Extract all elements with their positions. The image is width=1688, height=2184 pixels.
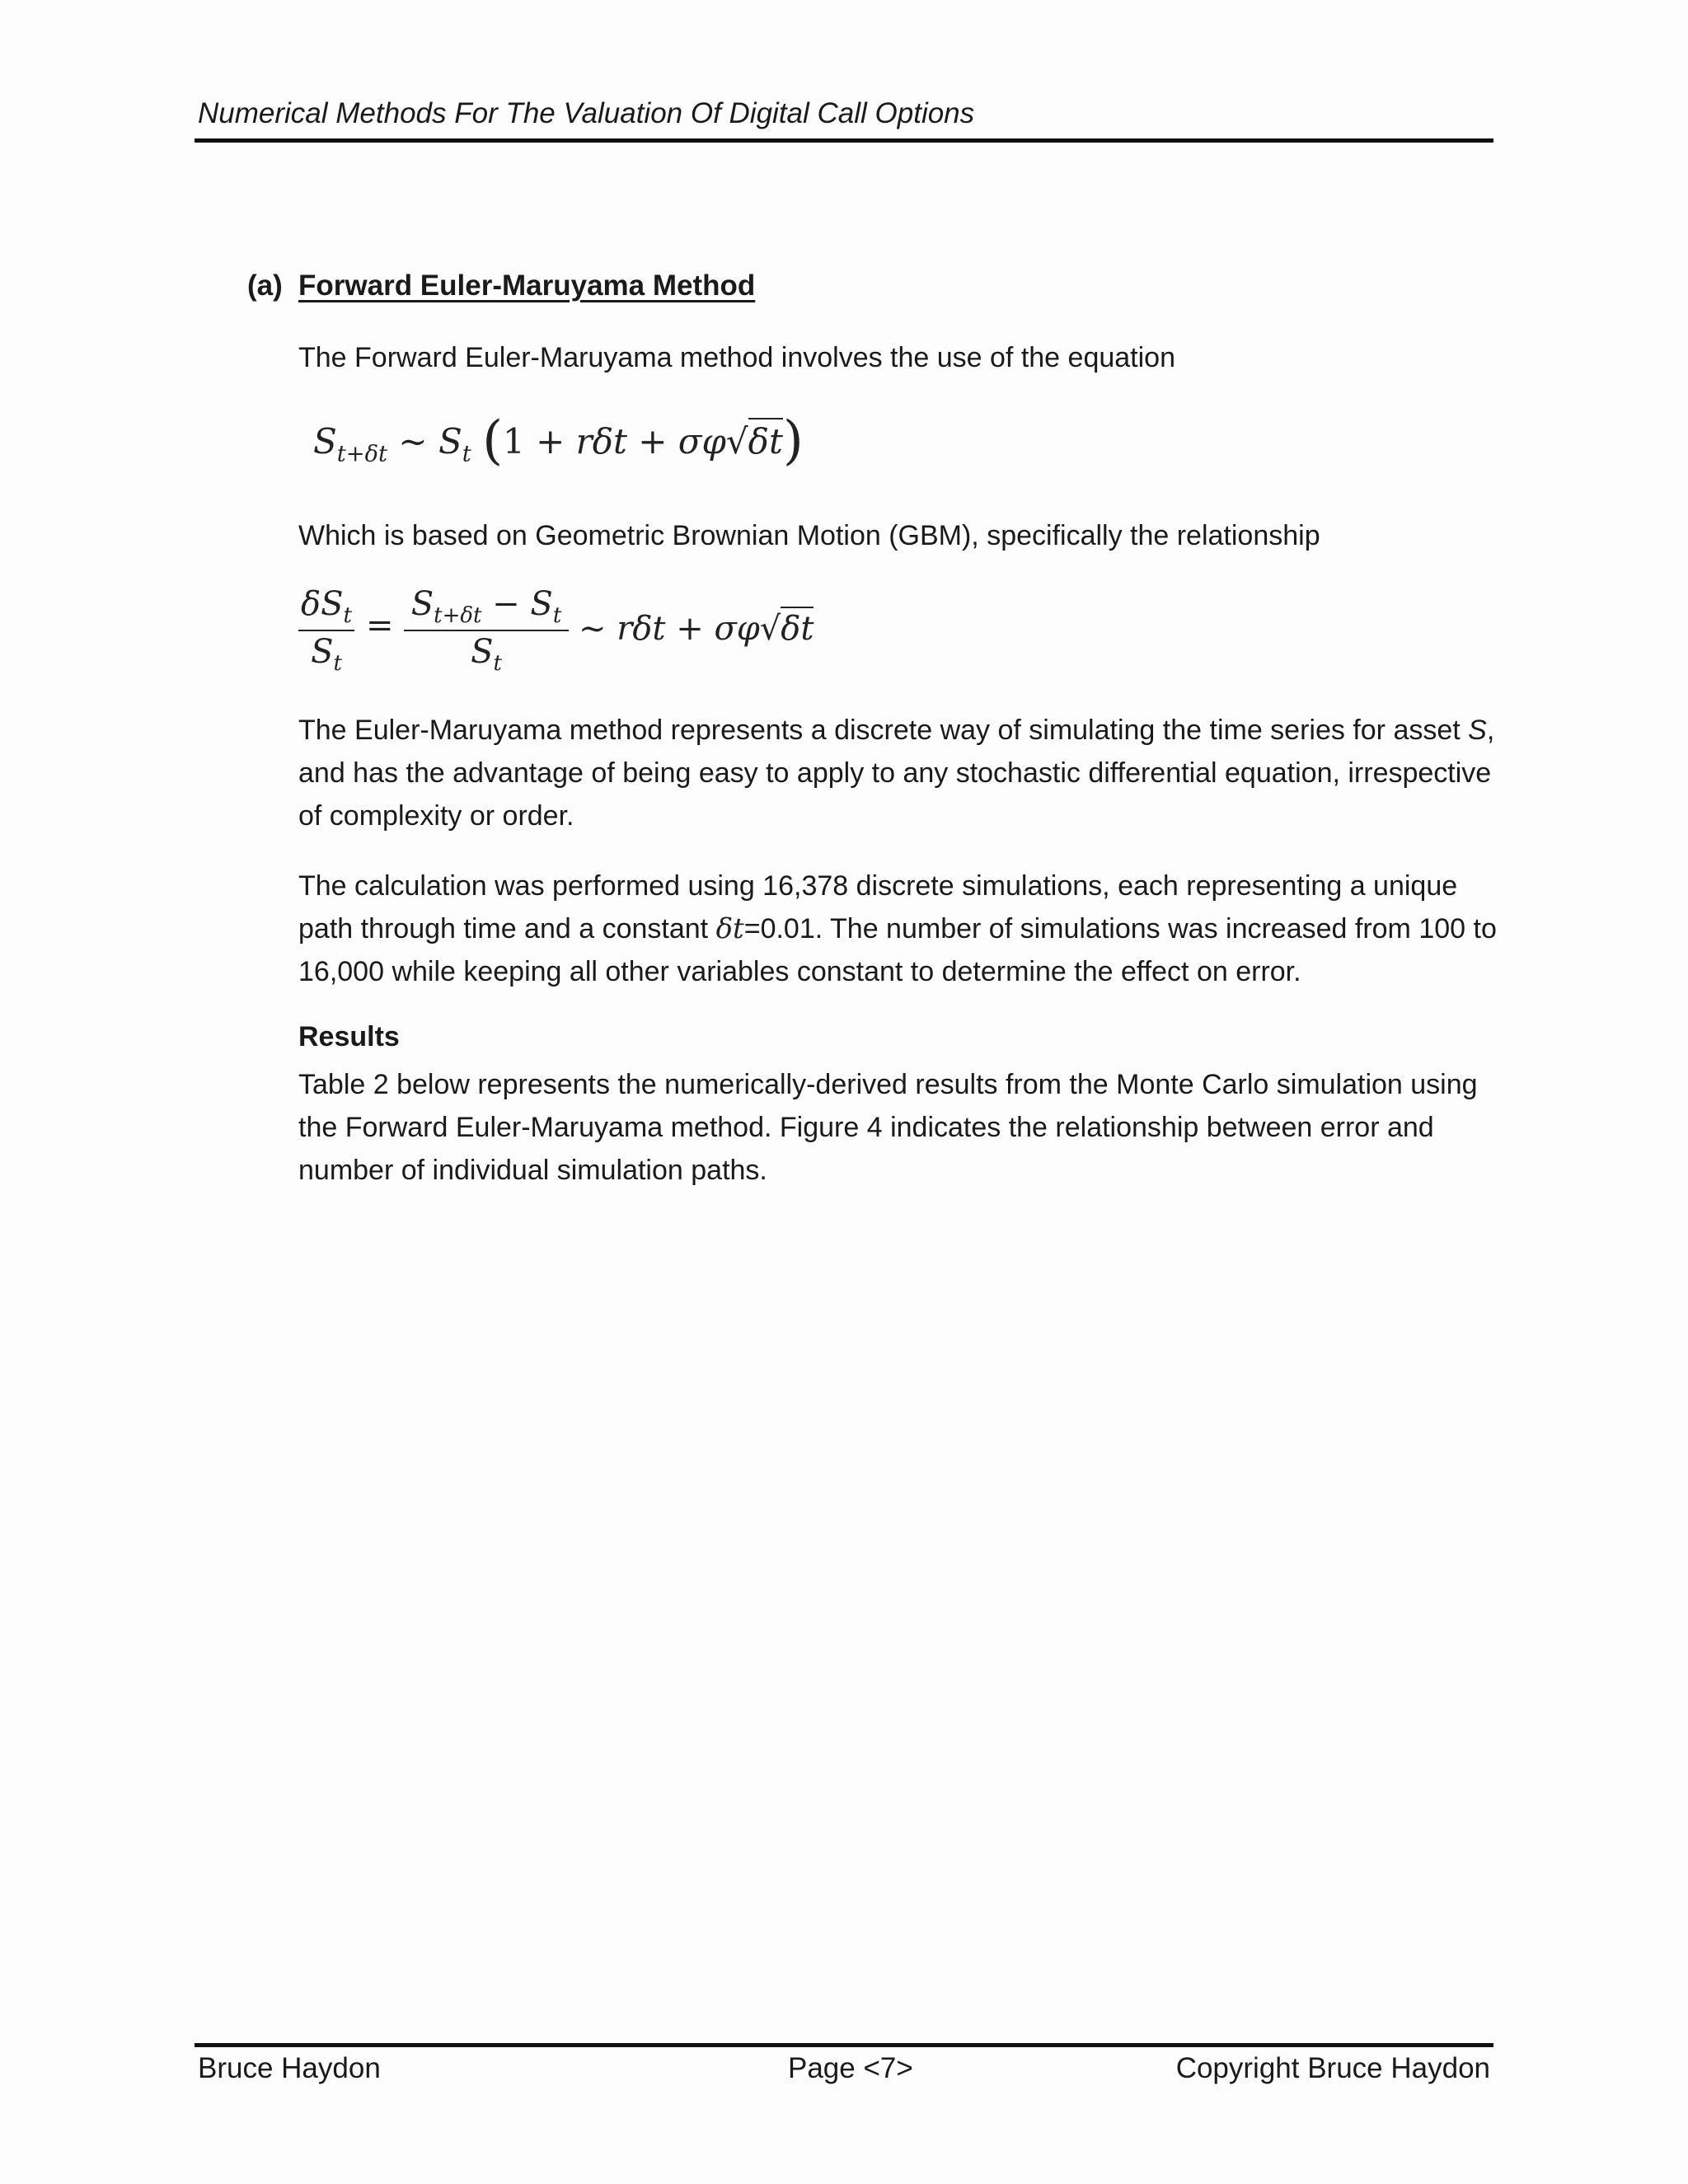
eq1-rparen: ): [782, 410, 804, 471]
header-rule: [195, 138, 1493, 143]
equation-euler-step: [313, 410, 804, 471]
eq2-den1-sub: t: [333, 651, 342, 676]
section-heading: [247, 269, 755, 302]
eq1-lparen: (: [482, 410, 504, 471]
eq2-rhs-text: ∼ rδt + σφ√: [579, 610, 781, 648]
footer-copyright: Copyright Bruce Haydon: [1175, 2052, 1490, 2084]
section-title: Forward Euler-Maruyama Method: [298, 269, 756, 302]
eq2-num2-a: S: [410, 585, 434, 623]
paragraph-calculation: [298, 865, 1502, 993]
discrete-text-1: The Euler-Maruyama method represents a discrete way of simulating the time series for asset: [298, 715, 1469, 746]
discrete-text-2: , and has the advantage of being easy to apply to any stochastic differential equation, irrespective of complexity or order.: [298, 715, 1495, 832]
eq2-num1-sub: t: [343, 603, 352, 628]
eq2-equals: =: [366, 607, 394, 644]
footer-page-number: Page <7>: [788, 2052, 913, 2084]
eq1-s-sub: t: [462, 441, 471, 467]
eq1-sim: ∼: [398, 421, 428, 462]
eq1-middle: + rδt + σφ√: [524, 421, 748, 462]
footer-rule: [195, 2043, 1493, 2047]
eq1-one: 1: [503, 421, 525, 462]
paragraph-intro: The Forward Euler-Maruyama method involves the use of the equation: [298, 342, 1175, 373]
section-number: (a): [247, 269, 283, 302]
eq2-den2: S: [471, 633, 494, 671]
eq1-s: S: [438, 421, 462, 462]
eq2-num1: δS: [301, 585, 344, 623]
paragraph-discrete: [298, 709, 1502, 837]
eq2-den2-sub: t: [493, 651, 502, 676]
calc-text-2: =0.01. The number of simulations was increased from 100 to 16,000 while keeping all other variables constant to determine the effect on error.: [298, 913, 1497, 987]
results-heading: Results: [298, 1021, 400, 1052]
paragraph-gbm: Which is based on Geometric Brownian Motion (GBM), specifically the relationship: [298, 520, 1320, 551]
eq2-rhs: [579, 610, 814, 648]
asset-symbol: S: [1468, 715, 1487, 746]
eq1-sqrt-arg: δt: [748, 418, 783, 462]
eq2-fraction-bar-2: [404, 630, 569, 631]
eq2-fraction-1: [298, 585, 354, 676]
running-header: Numerical Methods For The Valuation Of Digital Call Options: [198, 97, 975, 129]
eq2-num2-a-sub: t+δt: [434, 603, 482, 628]
eq2-sqrt-arg: δt: [781, 607, 814, 648]
eq2-fraction-bar-1: [298, 630, 354, 631]
delta-t-symbol: δt: [715, 912, 744, 945]
footer-author: Bruce Haydon: [198, 2052, 381, 2084]
eq2-num2-mid: − S: [481, 585, 553, 623]
eq2-fraction-2: [404, 585, 569, 676]
paragraph-results: Table 2 below represents the numerically-derived results from the Monte Carlo simulation using the Forward Euler-Maruyama method. Figure 4 indicates the relationship between error and number of individual simulation paths.: [298, 1069, 1478, 1186]
eq2-num2-b-sub: t: [552, 603, 562, 628]
calc-text-1: The calculation was performed using 16,378 discrete simulations, each representing a unique path through time and a constant: [298, 870, 1458, 944]
eq2-den1: S: [311, 633, 334, 671]
eq1-lhs: S: [313, 421, 337, 462]
eq1-lhs-sub: t+δt: [336, 441, 388, 467]
